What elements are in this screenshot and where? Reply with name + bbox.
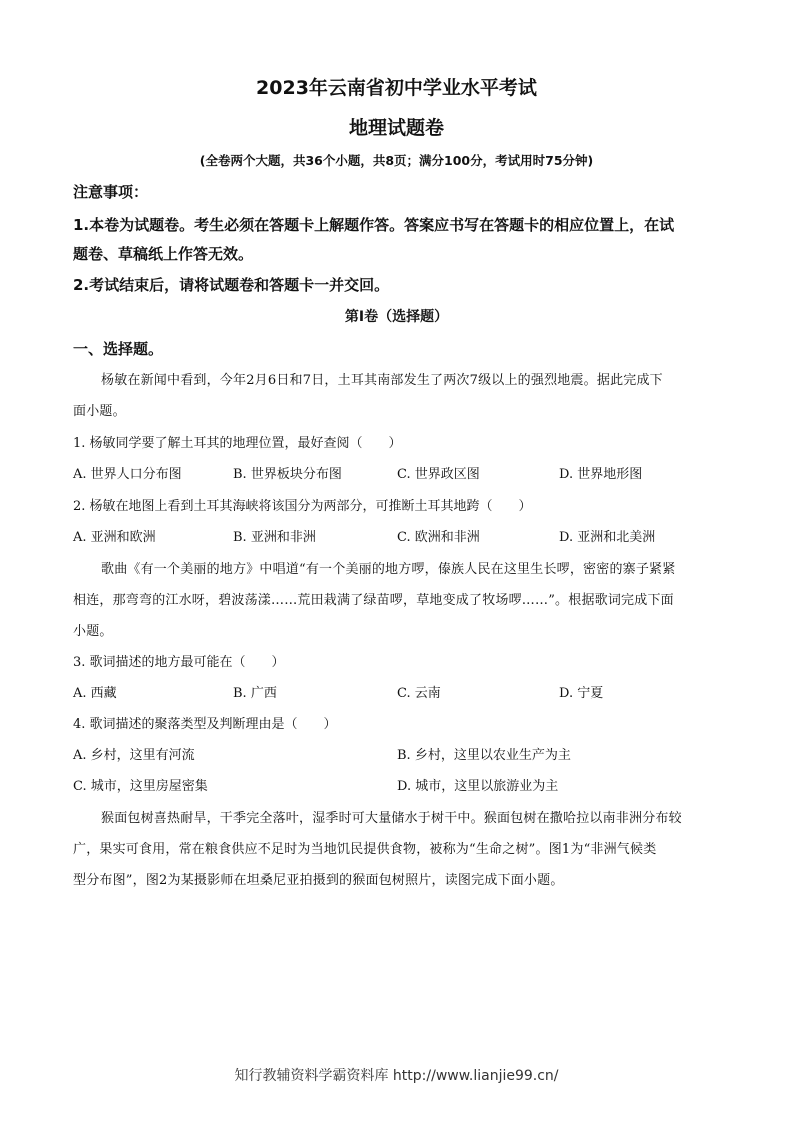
exam-meta: (全卷两个大题，共36个小题，共8页；满分100分，考试用时75分钟) xyxy=(199,153,594,168)
passage-2-line-1: 歌曲《有一个美丽的地方》中唱道“有一个美丽的地方啰，傣族人民在这里生长啰，密密的寨子紧紧 xyxy=(101,562,676,577)
question-2-stem: 2. 杨敏在地图上看到土耳其海峡将该国分为两部分，可推断土耳其地跨（ ） xyxy=(73,499,532,514)
question-1-option-c: C. 世界政区图 xyxy=(397,467,480,482)
question-2-option-a: A. 亚洲和欧洲 xyxy=(73,530,156,545)
exam-title: 2023年云南省初中学业水平考试 xyxy=(256,77,537,99)
question-1-option-b: B. 世界板块分布图 xyxy=(233,467,342,482)
question-4-option-b: B. 乡村，这里以农业生产为主 xyxy=(397,748,571,763)
question-2-option-c: C. 欧洲和非洲 xyxy=(397,530,480,545)
question-3-option-d: D. 宁夏 xyxy=(559,686,604,701)
passage-1-line-1: 杨敏在新闻中看到，今年2月6日和7日，土耳其南部发生了两次7级以上的强烈地震。据此完成下 xyxy=(101,373,663,388)
question-2-option-d: D. 亚洲和北美洲 xyxy=(559,530,656,545)
notice-item-2: 2.考试结束后，请将试题卷和答题卡一并交回。 xyxy=(73,276,390,294)
passage-2-line-2: 相连，那弯弯的江水呀，碧波荡漾……荒田栽满了绿苗啰，草地变成了牧场啰……”。根据歌词完成下面 xyxy=(73,593,674,608)
question-3-stem: 3. 歌词描述的地方最可能在（ ） xyxy=(73,655,285,670)
question-1-option-a: A. 世界人口分布图 xyxy=(73,467,182,482)
exam-subtitle: 地理试题卷 xyxy=(348,117,444,139)
section-title: 第Ⅰ卷（选择题） xyxy=(344,309,449,325)
question-2-option-b: B. 亚洲和非洲 xyxy=(233,530,316,545)
notice-item-1-cont: 题卷、草稿纸上作答无效。 xyxy=(73,245,254,263)
question-4-option-a: A. 乡村，这里有河流 xyxy=(73,748,195,763)
question-4-option-c: C. 城市，这里房屋密集 xyxy=(73,779,208,794)
question-4-option-d: D. 城市，这里以旅游业为主 xyxy=(397,779,559,794)
question-3-option-c: C. 云南 xyxy=(397,686,441,701)
passage-3-line-1: 猴面包树喜热耐旱，干季完全落叶，湿季时可大量储水于树干中。猴面包树在撒哈拉以南非洲分布较 xyxy=(101,811,682,826)
question-1-option-d: D. 世界地形图 xyxy=(559,467,643,482)
question-1-stem: 1. 杨敏同学要了解土耳其的地理位置，最好查阅（ ） xyxy=(73,436,402,451)
question-4-stem: 4. 歌词描述的聚落类型及判断理由是（ ） xyxy=(73,717,337,732)
passage-3-line-3: 型分布图”，图2为某摄影师在坦桑尼亚拍摄到的猴面包树照片，读图完成下面小题。 xyxy=(73,873,564,888)
notice-item-1: 1.本卷为试题卷。考生必须在答题卡上解题作答。答案应书写在答题卡的相应位置上，在试 xyxy=(73,216,675,234)
notice-heading: 注意事项： xyxy=(73,183,149,201)
passage-1-line-2: 面小题。 xyxy=(73,404,126,419)
passage-3-line-2: 广，果实可食用，常在粮食供应不足时为当地饥民提供食物，被称为“生命之树”。图1为“非洲气候类 xyxy=(73,842,657,857)
page-footer: 知行教辅资料学霸资料库 http://www.lianjie99.cn/ xyxy=(234,1068,559,1084)
question-3-option-b: B. 广西 xyxy=(233,686,277,701)
part-title: 一、选择题。 xyxy=(73,340,164,358)
passage-2-line-3: 小题。 xyxy=(73,624,113,639)
question-3-option-a: A. 西藏 xyxy=(73,686,117,701)
